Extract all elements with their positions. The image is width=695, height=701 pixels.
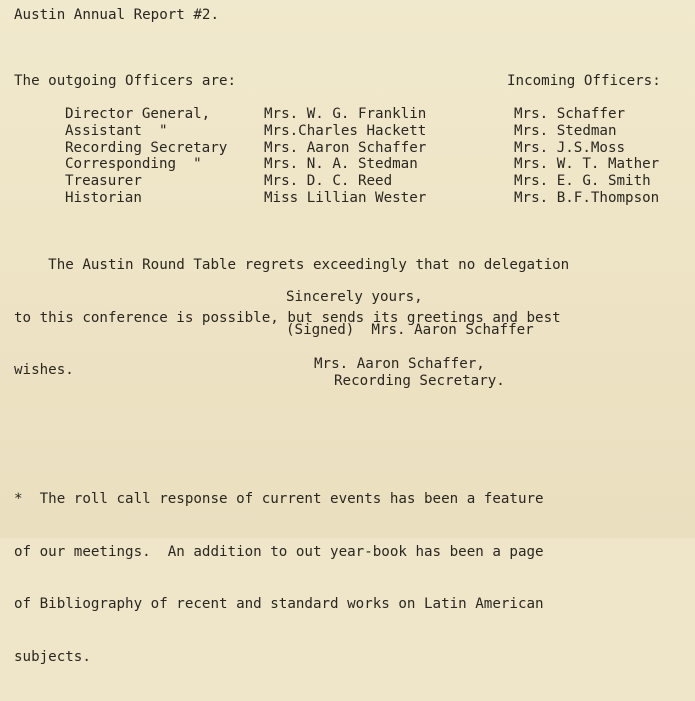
outgoing-officer: Mrs. Aaron Schaffer: [264, 139, 427, 156]
outgoing-officer-names: [264, 106, 426, 207]
signature-title: Recording Secretary.: [334, 373, 505, 389]
officer-title: Treasurer: [65, 173, 142, 190]
officer-title: Director General,: [65, 106, 211, 122]
footnote-line: of our meetings. An addition to out year-book has been a page: [14, 543, 544, 560]
incoming-officer: Mrs. Schaffer: [514, 106, 626, 122]
incoming-officers-header: Incoming Officers:: [507, 73, 661, 89]
body-line: to this conference is possible, but sends its greetings and best: [14, 309, 561, 326]
outgoing-officer: Miss Lillian Wester: [264, 189, 427, 206]
footnote-line: * The roll call response of current events has been a feature: [14, 491, 544, 507]
incoming-officer: Mrs. J.S.Moss: [514, 139, 626, 156]
officer-title: Assistant ": [65, 122, 168, 139]
officer-title: Corresponding ": [65, 156, 202, 173]
incoming-officer: Mrs. E. G. Smith: [514, 173, 651, 190]
body-line: wishes.: [14, 362, 74, 378]
outgoing-officers-header: The outgoing Officers are:: [14, 73, 237, 89]
outgoing-officer: Mrs. D. C. Reed: [264, 173, 393, 190]
officer-title: Recording Secretary: [65, 139, 228, 156]
incoming-officer: Mrs. W. T. Mather: [514, 156, 660, 173]
signed-line: (Signed) Mrs. Aaron Schaffer: [286, 322, 534, 338]
incoming-officer: Mrs. Stedman: [514, 122, 617, 139]
officer-titles: [65, 106, 227, 207]
officer-title: Historian: [65, 189, 142, 206]
closing-line: Sincerely yours,: [286, 289, 423, 305]
incoming-officer-names: [514, 106, 659, 207]
footnote-line: subjects.: [14, 648, 91, 665]
outgoing-officer: Mrs. W. G. Franklin: [264, 106, 427, 122]
incoming-officer: Mrs. B.F.Thompson: [514, 189, 660, 206]
footnote-line: of Bibliography of recent and standard works on Latin American: [14, 596, 544, 612]
report-heading: Austin Annual Report #2.: [14, 7, 219, 23]
outgoing-officer: Mrs. N. A. Stedman: [264, 156, 418, 173]
signature-name: Mrs. Aaron Schaffer,: [314, 356, 485, 372]
outgoing-officer: Mrs.Charles Hackett: [264, 122, 427, 139]
footnote: [14, 456, 544, 701]
body-line: The Austin Round Table regrets exceedingly that no delegation: [14, 257, 570, 273]
